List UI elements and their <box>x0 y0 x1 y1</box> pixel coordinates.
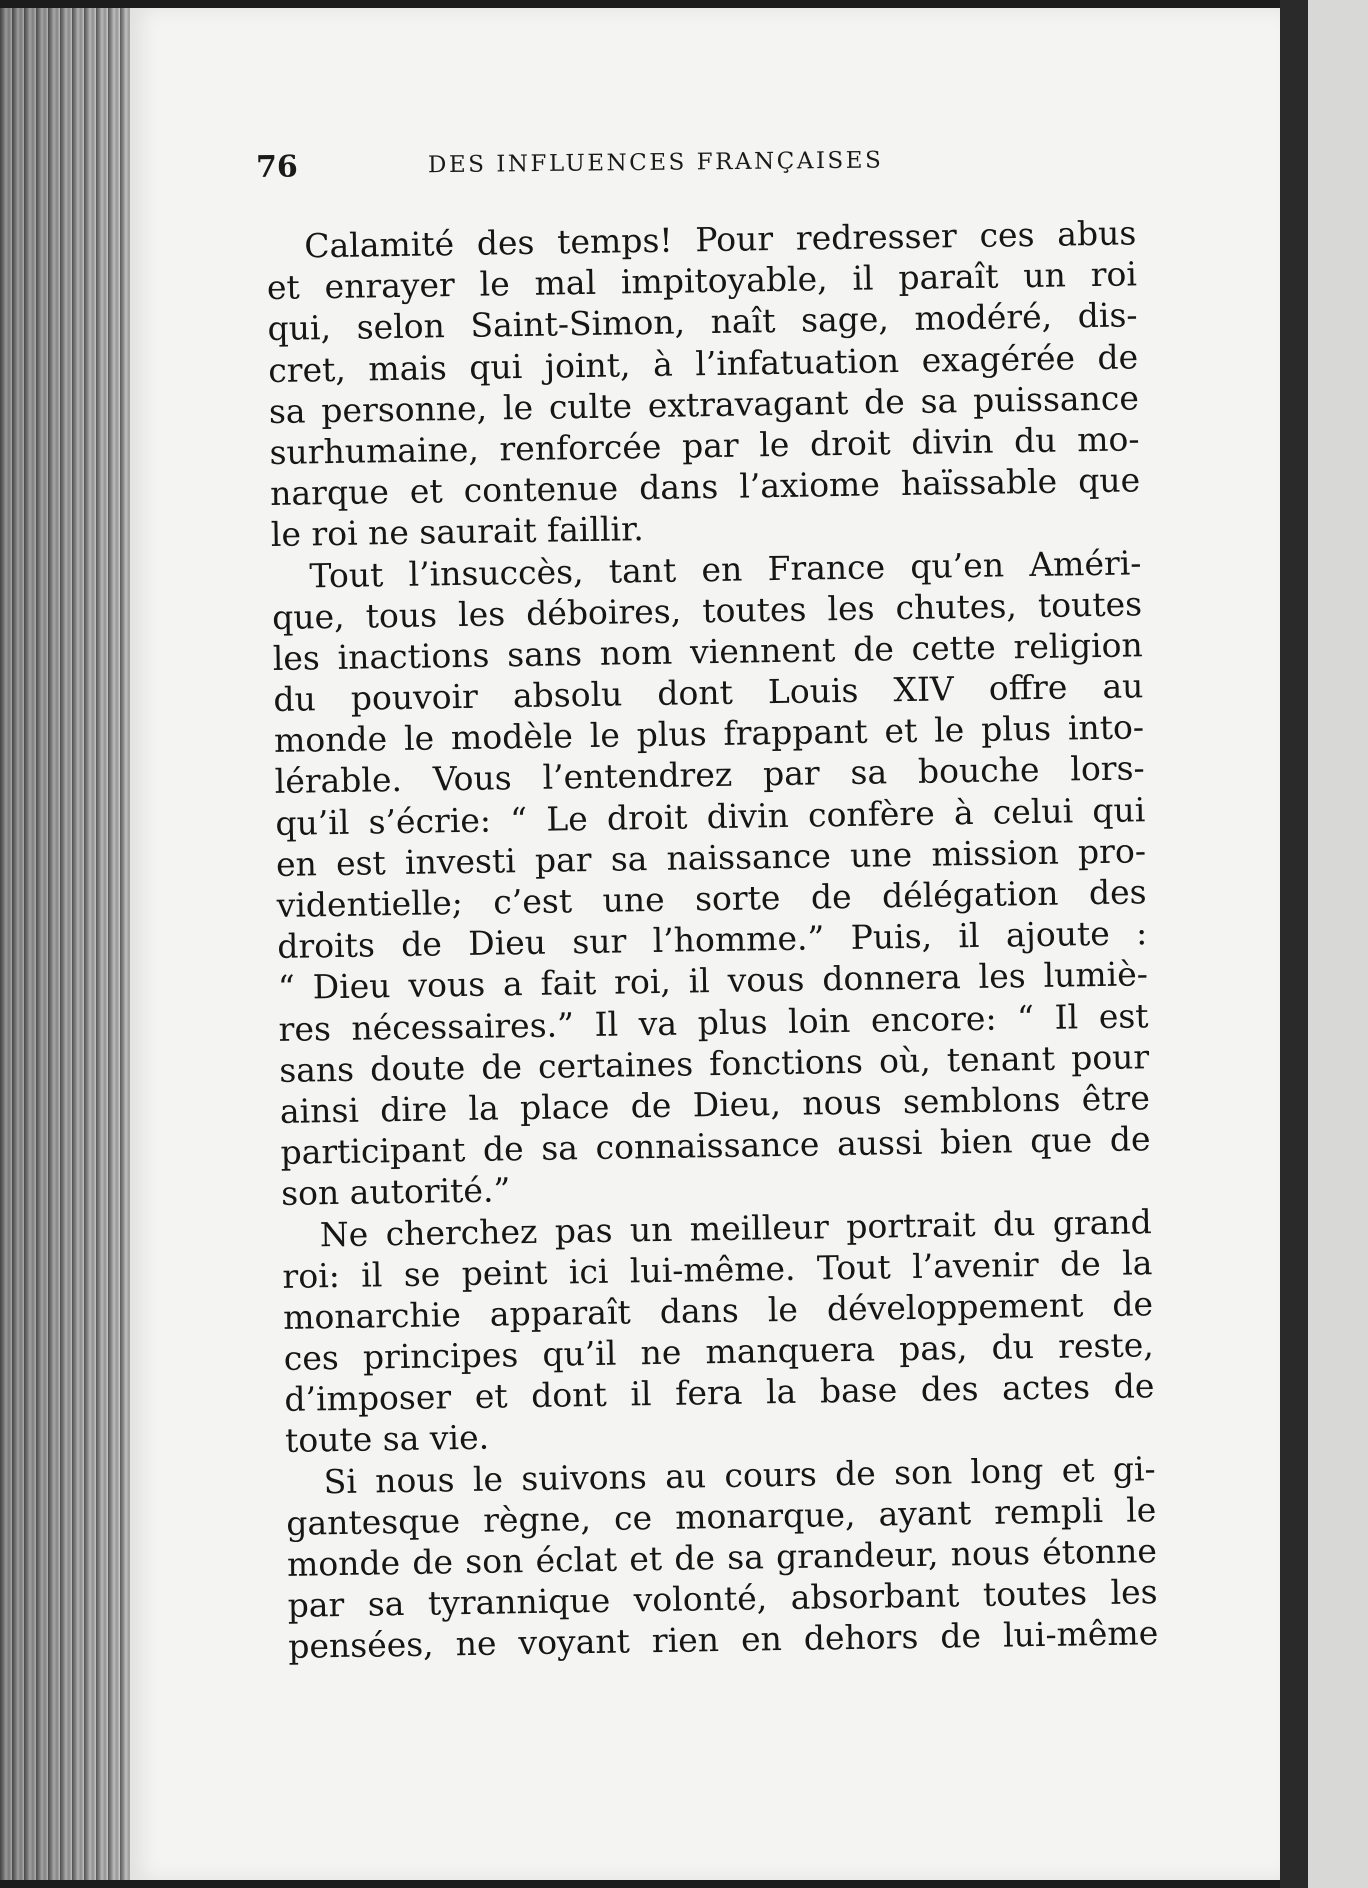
book-binding-edge <box>1280 0 1308 1888</box>
text-line: en est investi par sa naissance une mission pro- <box>275 831 1147 884</box>
text-line: cret, mais qui joint, à l’infatuation exagérée de <box>267 336 1139 390</box>
text-line: narque et contenue dans l’axiome haïssable que <box>269 460 1141 514</box>
text-line: du pouvoir absolu dont Louis XIV offre au <box>273 666 1144 720</box>
text-line: ces principes qu’il ne manquera pas, du reste, <box>283 1325 1154 1378</box>
text-line: les inactions sans nom viennent de cette religion <box>272 625 1143 678</box>
text-line: qui, selon Saint-Simon, naît sage, modéré, dis- <box>267 295 1138 349</box>
text-line: pensées, ne voyant rien en dehors de lui-même <box>288 1613 1159 1667</box>
text-line: droits de Dieu sur l’homme.” Puis, il ajoute : <box>277 913 1148 967</box>
text-line: gantesque règne, ce monarque, ayant rempli le <box>286 1489 1157 1543</box>
text-line: surhumaine, renforcée par le droit divin du mo- <box>269 419 1140 472</box>
text-line: toute sa vie. <box>284 1418 490 1461</box>
text-line: Ne cherchez pas un meilleur portrait du grand <box>319 1201 1153 1254</box>
text-line: Tout l’insuccès, tant en France qu’en Améri- <box>309 542 1142 595</box>
text-line: par sa tyrannique volonté, absorbant toutes les <box>287 1572 1158 1626</box>
text-line: et enrayer le mal impitoyable, il paraît un roi <box>266 254 1138 308</box>
text-line: “ Dieu vous a fait roi, il vous donnera les lumiè- <box>277 954 1149 1008</box>
text-line: monarchie apparaît dans le développement de <box>282 1284 1154 1337</box>
text-line: videntielle; c’est une sorte de délégation des <box>276 872 1147 925</box>
text-line: res nécessaires.” Il va plus loin encore: “ Il est <box>278 995 1149 1049</box>
running-head: DES INFLUENCES FRANÇAISES <box>427 147 884 179</box>
facing-page-sliver <box>1308 0 1368 1888</box>
text-line: qu’il s’écrie: “ Le droit divin confère à celui qui <box>275 789 1146 843</box>
text-line: le roi ne saurait faillir. <box>270 509 645 555</box>
text-line: ainsi dire la place de Dieu, nous semblons être <box>279 1078 1151 1131</box>
text-line: roi: il se peint ici lui-même. Tout l’avenir de la <box>282 1242 1153 1296</box>
text-line: sans doute de certaines fonctions où, tenant pour <box>278 1036 1150 1090</box>
text-line: monde le modèle le plus frappant et le plus into- <box>273 707 1145 761</box>
text-line: que, tous les déboires, toutes les chutes, toutes <box>271 583 1143 637</box>
text-line: lérable. Vous l’entendrez par sa bouche lors- <box>274 748 1145 802</box>
text-line: sa personne, le culte extravagant de sa puissance <box>268 378 1140 431</box>
page-number: 76 <box>255 149 298 185</box>
body-text <box>266 212 1159 1667</box>
text-line: Calamité des temps! Pour redresser ces abus <box>304 213 1137 266</box>
text-line: d’imposer et dont il fera la base des actes de <box>284 1366 1155 1420</box>
text-line: son autorité.” <box>280 1170 511 1214</box>
text-line: Si nous le suivons au cours de son long et gi- <box>323 1448 1156 1501</box>
text-line: participant de sa connaissance aussi bien que de <box>280 1119 1151 1173</box>
text-line: monde de son éclat et de sa grandeur, nous étonne <box>286 1531 1158 1584</box>
